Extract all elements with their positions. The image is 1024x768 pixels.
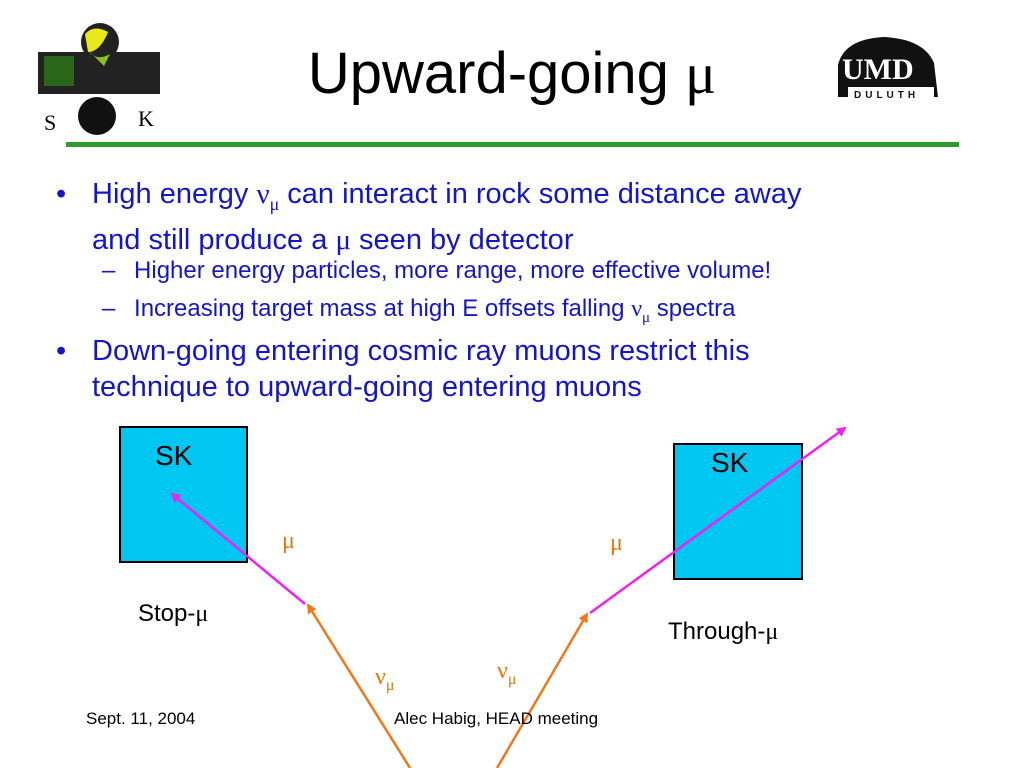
through-muon-track [590,428,845,613]
sub-bullet-dash: – [102,295,116,322]
title-mu-symbol: μ [685,41,717,106]
sub-bullet-2-text: Increasing target mass at high E offsets falling [134,295,632,322]
stop-neutrino-track [308,605,410,768]
mu-symbol: μ [765,619,779,645]
through-nu-label [497,658,516,689]
bullet-1-line2-end: seen by detector [351,223,574,256]
sk-label-right: SK [711,447,749,478]
bullet-1-text-a: High energy [92,178,257,210]
sk-label-left: SK [155,440,193,471]
stop-mu-label: μ [282,528,295,554]
through-mu-caption [668,618,778,646]
mu-symbol: μ [195,601,209,627]
sub-bullet-1-text: Higher energy particles, more range, more effective volume! [134,257,772,284]
bullet-2-line2: technique to upward-going entering muons [92,371,642,403]
nu-symbol: ν [256,178,270,210]
footer-date: Sept. 11, 2004 [86,709,196,728]
umd-logo-text: UMD [842,53,914,86]
stop-caption-text: Stop- [138,600,196,627]
bullet-dot: • [56,178,67,210]
umd-logo-subtext: DULUTH [854,90,920,101]
sub-bullet-dash: – [102,257,116,284]
through-neutrino-track [497,614,587,768]
mu-symbol: μ [335,223,351,256]
through-caption-text: Through- [668,618,766,645]
through-mu-label: μ [610,530,623,556]
footer-author: Alec Habig, HEAD meeting [394,709,599,728]
logo-letter-s: S [44,110,57,135]
mu-subscript: μ [507,670,517,688]
nu-symbol: ν [497,658,508,684]
mu-subscript: μ [269,193,280,214]
stop-mu-caption [138,600,208,628]
bullet-2-line1: Down-going entering cosmic ray muons restrict this [92,335,750,367]
slide-title-text: Upward-going [307,41,686,106]
mu-subscript: μ [642,309,651,326]
bullet-1-line2: and still produce a [92,223,336,256]
logo-letter-k: K [138,106,154,131]
bullet-1-text-b: can interact in rock some distance away [279,178,802,210]
sub-bullet-2-end: spectra [650,295,736,322]
mu-subscript: μ [385,676,395,694]
nu-symbol: ν [375,664,386,690]
stop-nu-label [375,664,394,695]
bullet-dot: • [56,335,67,367]
nu-symbol: ν [631,296,643,322]
